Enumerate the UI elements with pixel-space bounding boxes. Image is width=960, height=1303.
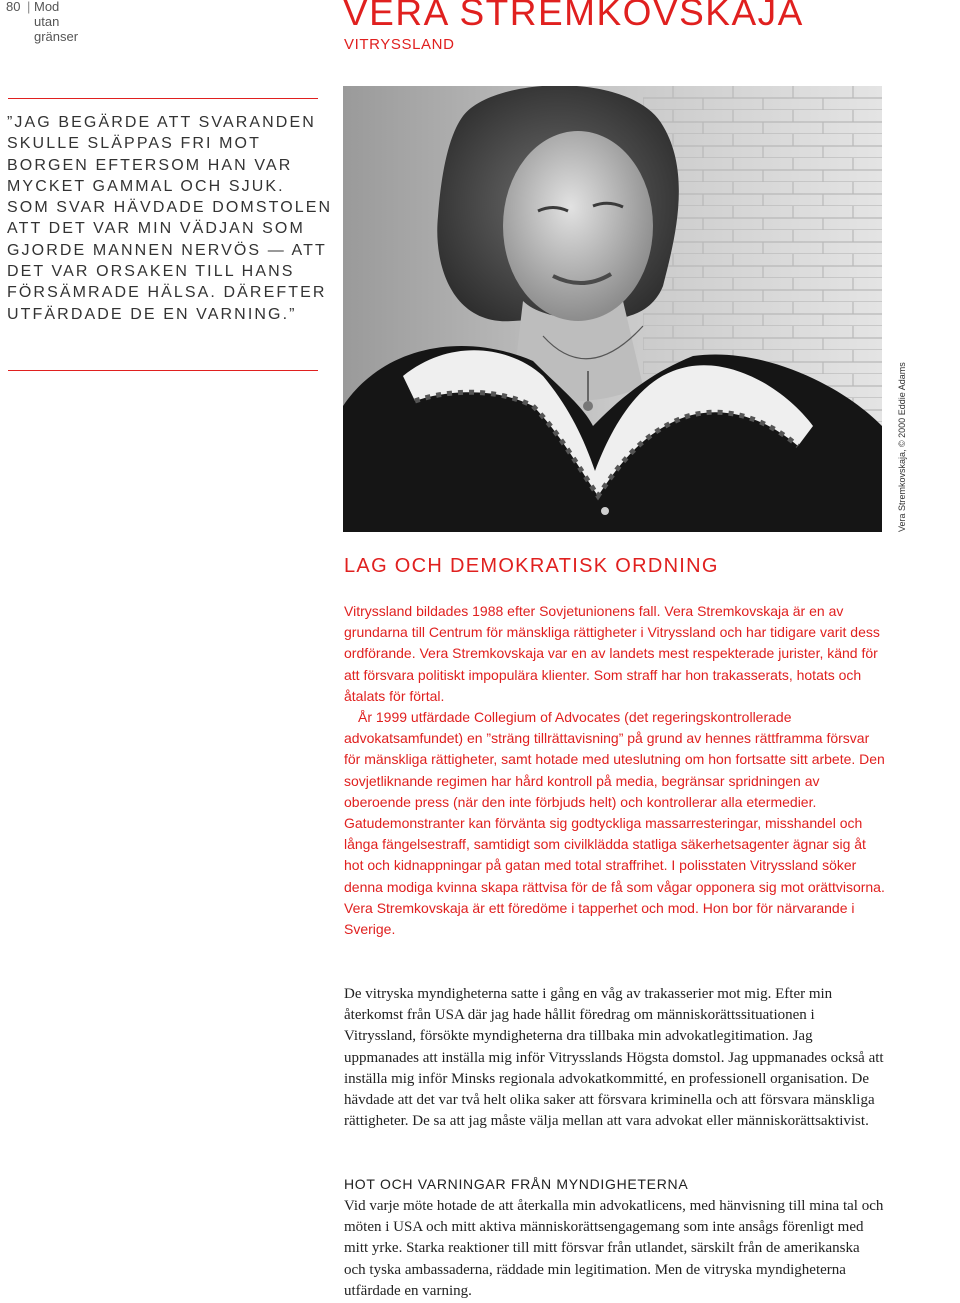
section-name: Mod utan gränser	[34, 0, 79, 44]
page-number: 80	[6, 0, 21, 14]
quote-line: MYCKET GAMMAL OCH SJUK.	[7, 177, 285, 195]
quote-line: BORGEN EFTERSOM HAN VAR	[7, 156, 293, 174]
quote-line: ”JAG BEGÄRDE ATT SVARANDEN	[7, 114, 316, 131]
quote-rule-top	[8, 98, 318, 99]
quote-line: UTFÄRDADE DE EN VARNING.”	[7, 305, 297, 323]
quote-line: FÖRSÄMRADE HÄLSA. DÄREFTER	[7, 284, 327, 302]
body-paragraph: De vitryska myndigheterna satte i gång en våg av trakasserier mot mig. Efter min återkomst från USA där jag hade hållit föredrag om människorättssituationen i Vitryssland, försökte myndigheterna dra tillbaka min advokatlegitimation. Jag uppmanades att inställa mig inför Vitrysslands Högsta domstol. Jag uppmanades också att inställa mig inför Minsks regionala advokatkommitté, en professionell organisation. De hävdade att det var två helt olika saker att försvara kriminella och att försvara mänskliga rättigheter. De sa att jag måste välja mellan att vara advokat eller människorättsaktivist.	[344, 986, 884, 1130]
section-heading: LAG OCH DEMOKRATISK ORDNING	[344, 555, 719, 577]
intro-paragraph: År 1999 utfärdade Collegium of Advocates (det regeringskontrollerade advokatsamfundet) en ”sträng tillrättavisning” på grund av hennes rättframma försvar för mänskliga rättigheter, samt hotade med uteslutning om hon fortsatte sitt arbete. Den sovjetliknande regimen har hård kontroll på media, begränsar spridningen av oberoende press (när den inte förbjuds helt) och kontrollerar alla etermedier. Gatudemonstranter kan förvänta sig godtyckliga massarresteringar, misshandel och långa fängelsestraff, samtidigt som civilklädda statliga säkerhetsagenter ägnar sig åt hot och kidnappningar på gatan med total straffrihet. I polisstaten Vitryssland söker denna modiga kvinna skapa rättvisa för de få som vågar opponera sig mot orättvisorna. Vera Stremkovskaja är ett föredöme i tapperhet och mod. Hon bor för närvarande i Sverige.	[344, 709, 885, 938]
body-paragraph-2: Vid varje möte hotade de att återkalla min advokatlicens, med hänvisning till mina tal och möten i USA och mitt aktiva människorättsengagemang som inte ansågs förenligt med mitt yrke. Starka reaktioner till mitt försvar från utlandet, särskilt från de amerikanska och tyska ambassaderna, räddade min legitimation. Men de vitryska myndigheterna utfärdade en varning.	[344, 1198, 884, 1299]
quote-line: SOM SVAR HÄVDADE DOMSTOLEN	[7, 199, 333, 217]
header-separator: |	[27, 0, 31, 14]
quote-line: ATT DET VAR MIN VÄDJAN SOM	[7, 220, 305, 238]
subheading: HOT OCH VARNINGAR FRÅN MYNDIGHETERNA	[344, 1176, 689, 1192]
quote-line: DET VAR ORSAKEN TILL HANS	[7, 263, 295, 281]
quote-line: GJORDE MANNEN NERVÖS — ATT	[7, 241, 327, 259]
quote-line: SKULLE SLÄPPAS FRI MOT	[7, 135, 261, 153]
person-country: VITRYSSLAND	[344, 36, 455, 53]
portrait-photo	[343, 86, 882, 532]
photo-credit: Vera Stremkovskaja, © 2000 Eddie Adams	[897, 362, 907, 532]
person-name: VERA STREMKOVSKAJA	[343, 0, 804, 33]
intro-paragraph: Vitryssland bildades 1988 efter Sovjetunionens fall. Vera Stremkovskaja är en av grundarna till Centrum för mänskliga rättigheter i Vitryssland och har tidigare varit dess ordförande. Vera Stremkovskaja var en av landets mest respekterade jurister, känd för att försvara politiskt impopulära klienter. Som straff har hon trakasserats, hotats och åtalats för förtal.	[344, 603, 880, 704]
pull-quote	[7, 112, 333, 325]
quote-rule-bottom	[8, 370, 318, 371]
intro-text	[344, 601, 889, 940]
